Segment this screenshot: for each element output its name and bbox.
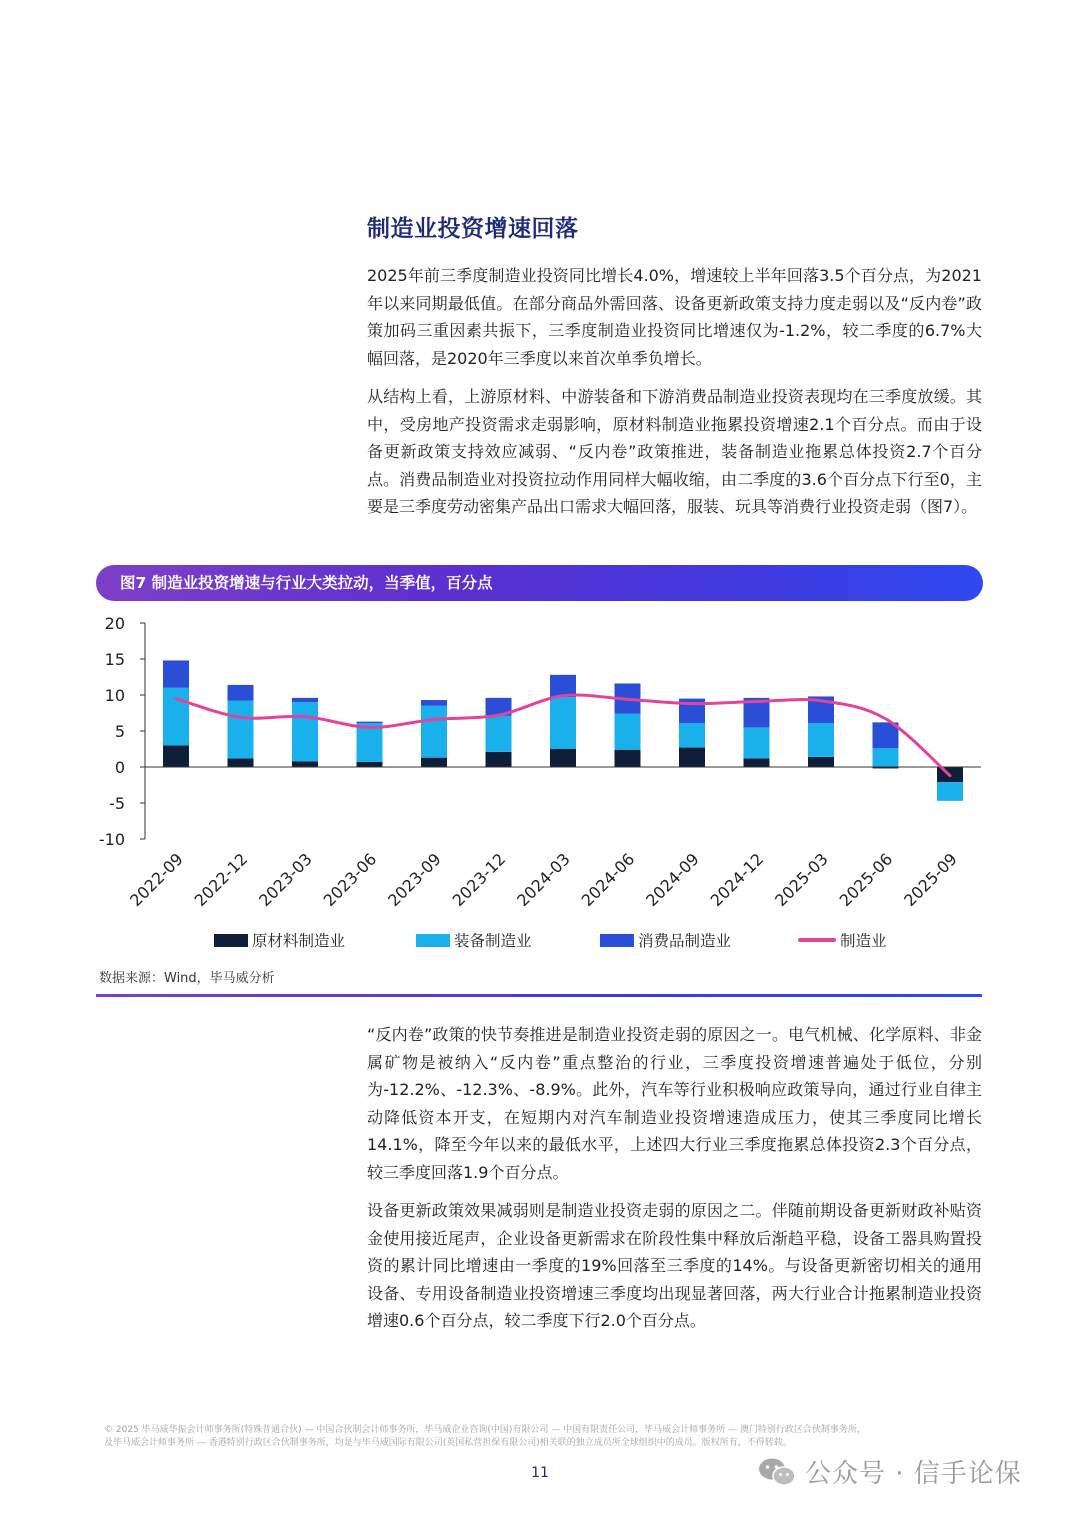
bar-segment	[808, 757, 834, 767]
legend-swatch	[416, 934, 450, 947]
y-tick-label: 10	[104, 686, 125, 705]
paragraph-1: 2025年前三季度制造业投资同比增长4.0%，增速较上半年回落3.5个百分点，为2021年以来同期最低值。在部分商品外需回落、设备更新政策支持力度走弱以及“反内卷”政策加码三重因素共振下，三季度制造业投资同比增速仅为-1.2%，较二季度的6.7%大幅回落，是2020年三季度以来首次单季负增长。	[367, 266, 982, 368]
paragraph-2: 从结构上看，上游原材料、中游装备和下游消费品制造业投资表现均在三季度放缓。其中，受房地产投资需求走弱影响，原材料制造业拖累投资增速2.1个百分点。而由于设备更新政策支持效应减弱、“反内卷”政策推进，装备制造业拖累总体投资2.7个百分点。消费品制造业对投资拉动作用同样大幅收缩，由二季度的3.6个百分点下行至0，主要是三季度劳动密集产品出口需求大幅回落，服装、玩具等消费行业投资走弱（图7）。	[367, 387, 982, 516]
data-source: 数据来源：Wind，毕马威分析	[99, 971, 275, 986]
bar-segment	[421, 706, 447, 758]
bar-segment	[744, 758, 770, 767]
section-heading: 制造业投资增速回落	[367, 216, 579, 242]
paragraph-4: 设备更新政策效果减弱则是制造业投资走弱的原因之二。伴随前期设备更新财政补贴资金使用接近尾声，企业设备更新需求在阶段性集中释放后渐趋平稳，设备工器具购置投资的累计同比增速由一季度的19%回落至三季度的14%。与设备更新密切相关的通用设备、专用设备制造业投资增速三季度均出现显著回落，两大行业合计拖累制造业投资增速0.6个百分点，较二季度下行2.0个百分点。	[367, 1201, 982, 1330]
y-tick-label: -10	[98, 830, 125, 849]
page-number: 11	[531, 1465, 549, 1481]
legend-item-equipment	[416, 929, 532, 951]
bar-segment	[163, 745, 189, 767]
bar-segment	[486, 752, 512, 767]
bar-segment	[873, 748, 899, 767]
paragraph-3: “反内卷”政策的快节奏推进是制造业投资走弱的原因之一。电气机械、化学原料、非金属矿物是被纳入“反内卷”重点整治的行业，三季度投资增速普遍处于低位，分别为-12.2%、-12.3%、-8.9%。此外，汽车等行业积极响应政策导向，通过行业自律主动降低资本开支，在短期内对汽车制造业投资增速造成压力，使其三季度同比增长14.1%，降至今年以来的最低水平，上述四大行业三季度拖累总体投资2.3个百分点，较三季度回落1.9个百分点。	[367, 1025, 982, 1182]
bar-segment	[357, 723, 383, 762]
x-tick-label: 2023-06	[319, 849, 381, 911]
y-tick-label: 20	[104, 614, 125, 633]
x-tick-label: 2024-12	[706, 849, 768, 911]
legend-item-raw-materials	[214, 929, 345, 951]
legend-swatch	[600, 934, 634, 947]
bar-segment	[937, 782, 963, 801]
legend-label: 装备制造业	[454, 932, 532, 950]
bar-segment	[550, 697, 576, 749]
bar-segment	[808, 723, 834, 757]
bar-segment	[357, 722, 383, 723]
bar-segment	[421, 700, 447, 706]
copyright-line-2: 及毕马威会计师事务所 — 香港特别行政区合伙制事务所，均是与毕马威国际有限公司(英国私营担保有限公司)相关联的独立成员所全球组织中的成员。版权所有，不得转载。	[104, 1438, 792, 1448]
stacked-bar-line-chart	[96, 608, 986, 928]
bar-segment	[228, 701, 254, 759]
footer-copyright	[104, 1424, 984, 1450]
copyright-line-1: © 2025 毕马威华振会计师事务所(特殊普通合伙) — 中国合伙制会计师事务所，毕马威企业咨询(中国)有限公司 — 中国有限责任公司，毕马威会计师事务所 — 澳门特别行政区合伙制事务所，	[104, 1425, 866, 1435]
x-tick-label: 2023-03	[255, 849, 316, 911]
legend-item-consumer-goods	[600, 929, 731, 951]
legend-label: 原材料制造业	[252, 932, 346, 950]
bar-segment	[615, 750, 641, 767]
y-tick-label: -5	[109, 794, 125, 813]
y-tick-label: 0	[114, 758, 125, 777]
bar-segment	[228, 685, 254, 701]
x-tick-label: 2023-12	[448, 849, 510, 911]
x-tick-label: 2025-06	[835, 849, 897, 911]
legend-label: 制造业	[840, 932, 887, 950]
bar-segment	[163, 688, 189, 746]
x-tick-label: 2024-09	[642, 849, 703, 911]
chart-legend	[0, 929, 1080, 951]
legend-line-swatch	[798, 938, 836, 942]
y-tick-label: 5	[114, 722, 125, 741]
bar-segment	[679, 723, 705, 747]
x-tick-label: 2025-09	[900, 849, 961, 911]
bar-segment	[357, 762, 383, 767]
bar-segment	[228, 758, 254, 767]
x-tick-label: 2022-12	[190, 849, 252, 911]
figure-caption: 图7 制造业投资增速与行业大类拉动，当季值，百分点	[96, 565, 983, 601]
legend-item-manufacturing	[798, 929, 887, 951]
figure-divider	[96, 994, 982, 997]
watermark	[757, 1453, 1022, 1490]
x-tick-label: 2024-06	[577, 849, 639, 911]
bar-segment	[550, 749, 576, 767]
x-tick-label: 2024-03	[513, 849, 574, 911]
wechat-icon	[757, 1457, 797, 1487]
watermark-text: 公众号 · 信手论保	[805, 1459, 1022, 1489]
bar-segment	[163, 660, 189, 687]
bar-segment	[486, 716, 512, 752]
x-tick-label: 2022-09	[126, 849, 187, 911]
bar-segment	[292, 702, 318, 761]
y-tick-label: 15	[104, 650, 125, 669]
legend-label: 消费品制造业	[638, 932, 732, 950]
bar-segment	[292, 698, 318, 702]
bar-segment	[679, 748, 705, 767]
x-tick-label: 2023-09	[384, 849, 445, 911]
bar-segment	[292, 761, 318, 767]
x-tick-label: 2025-03	[771, 849, 832, 911]
bar-segment	[421, 758, 447, 767]
legend-swatch	[214, 934, 248, 947]
bar-segment	[744, 727, 770, 758]
bar-segment	[615, 714, 641, 750]
